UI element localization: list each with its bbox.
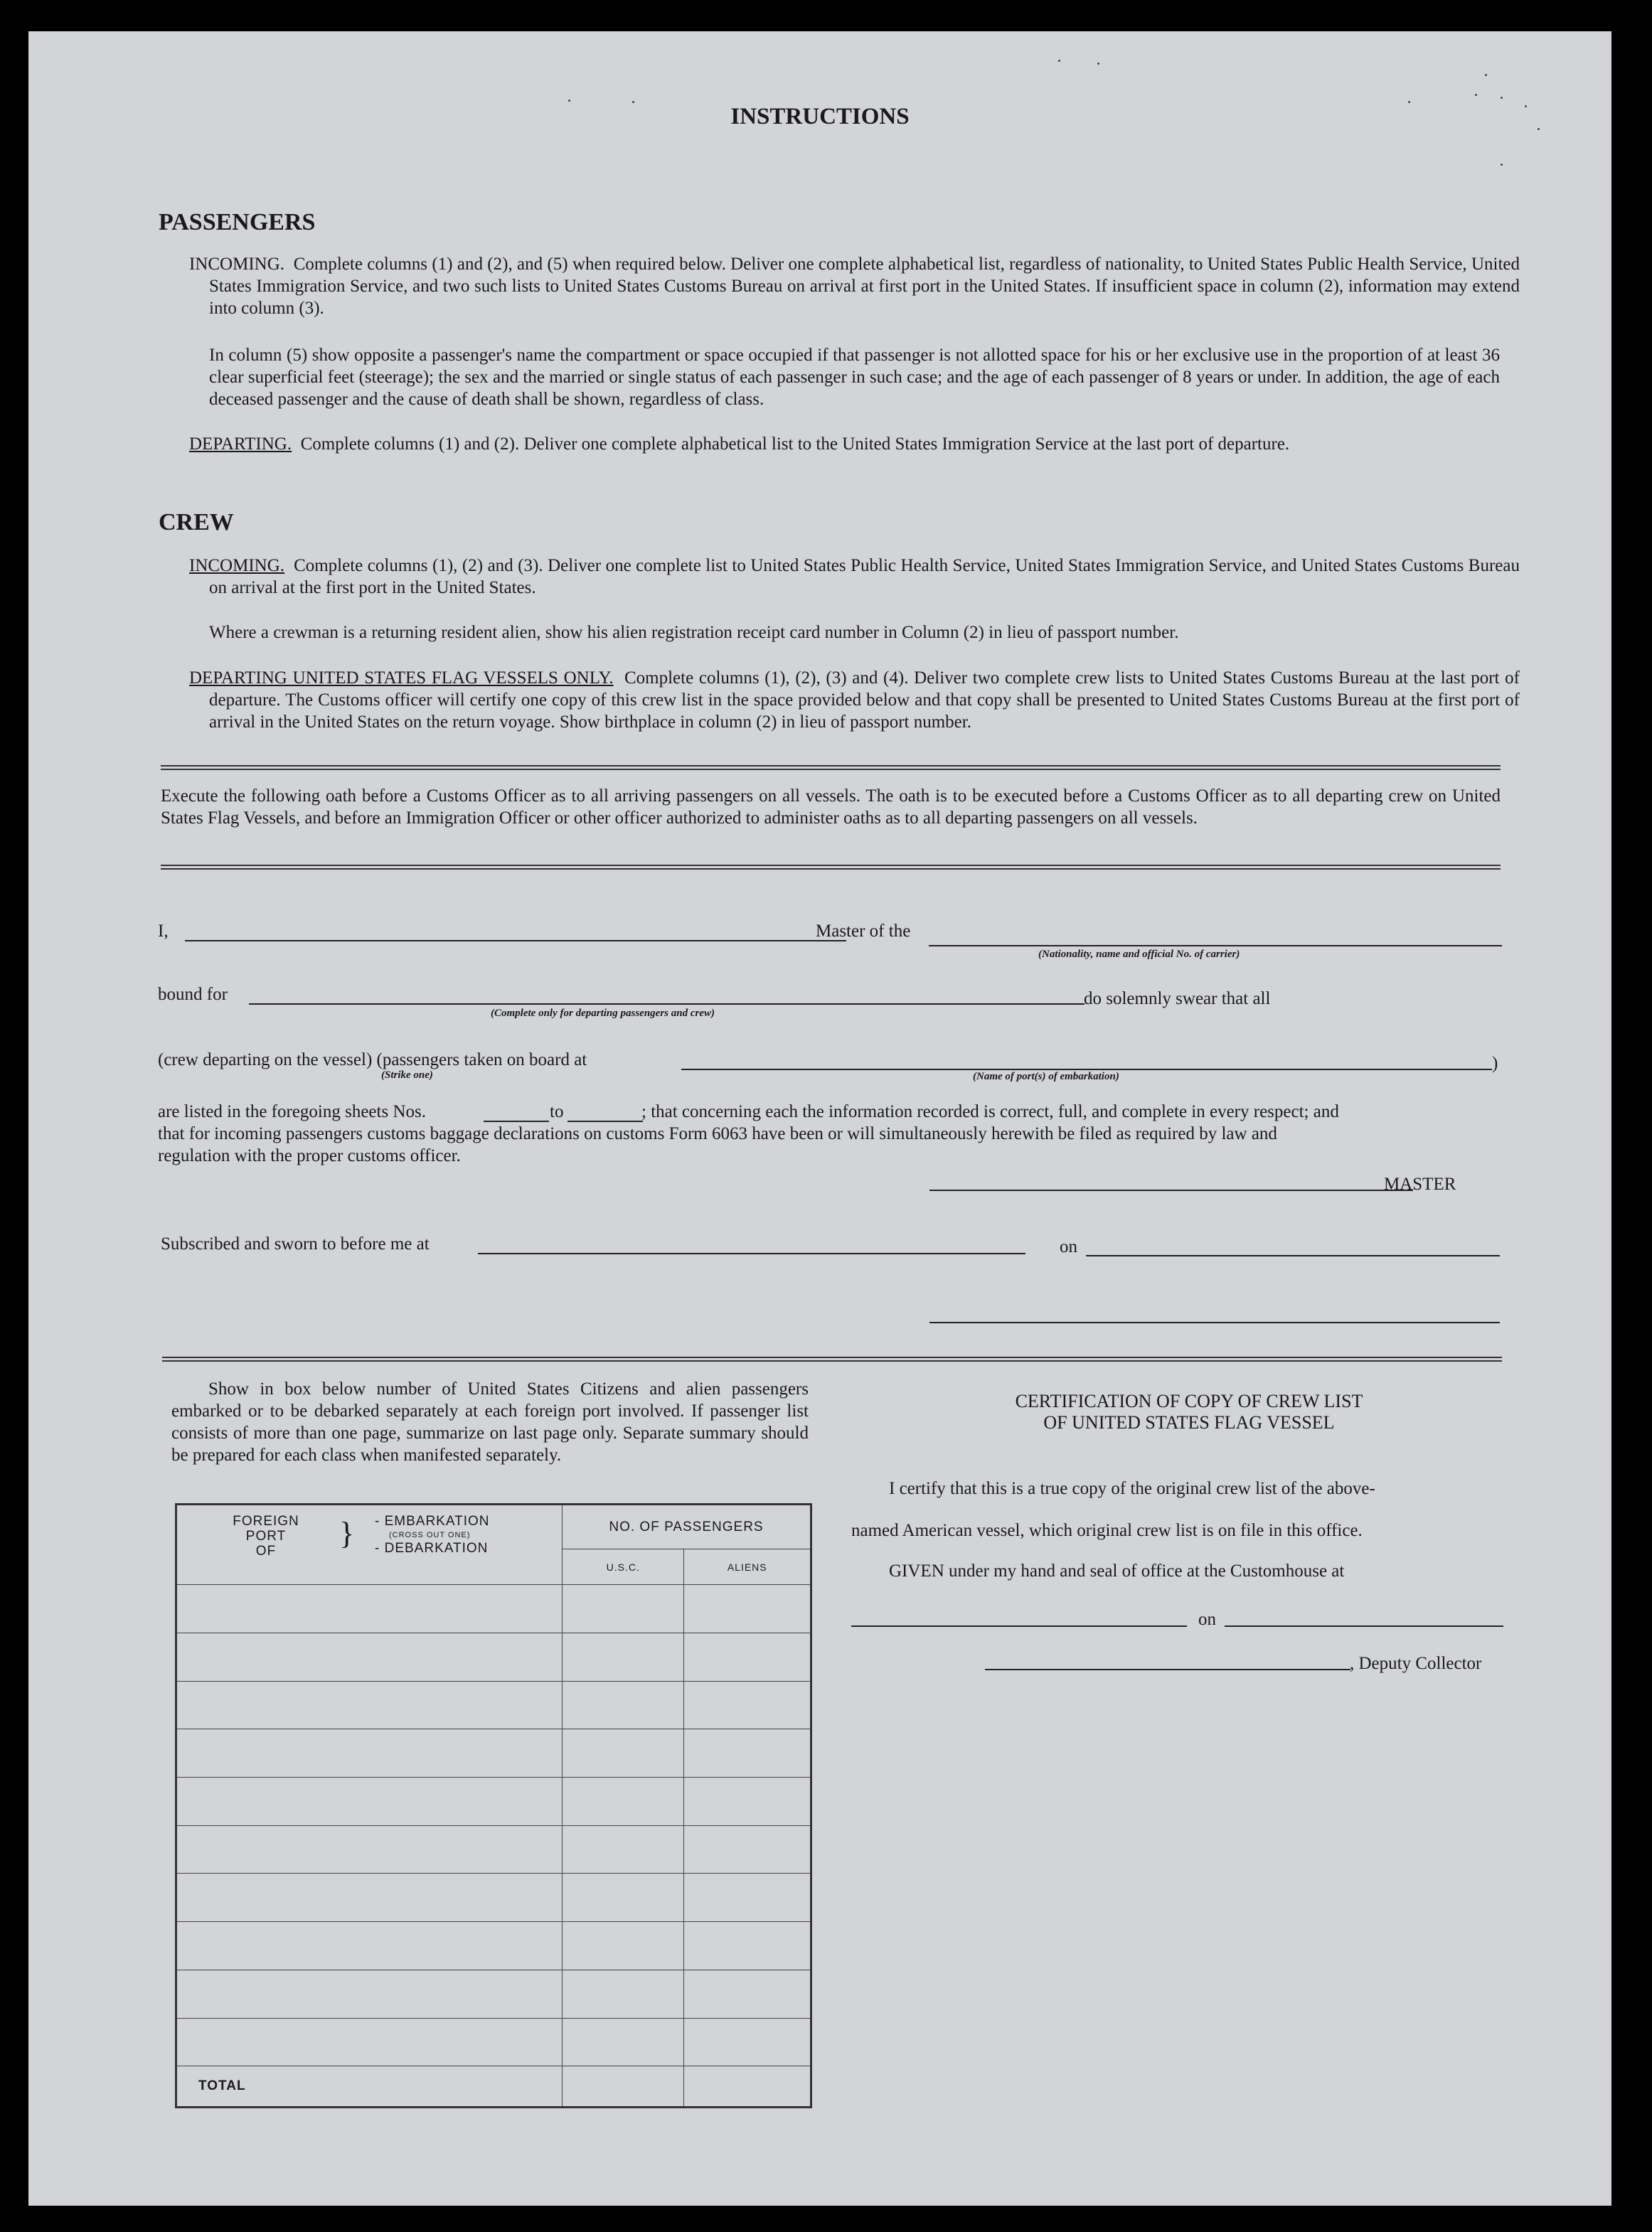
- certification-title-line1: CERTIFICATION OF COPY OF CREW LIST: [1015, 1391, 1363, 1411]
- certify-on-label: on: [1198, 1610, 1216, 1629]
- speck: [1538, 128, 1540, 130]
- subscribed-label: Subscribed and sworn to before me at: [161, 1234, 430, 1254]
- port-cell[interactable]: [176, 1970, 563, 2018]
- page-title: INSTRUCTIONS: [730, 104, 910, 129]
- bound-for-field[interactable]: [249, 1003, 1085, 1005]
- speck: [1475, 94, 1477, 96]
- table-row: [176, 1729, 811, 1778]
- bound-for-label: bound for: [158, 985, 228, 1004]
- aliens-cell[interactable]: [684, 1585, 811, 1633]
- table-row: [176, 1922, 811, 1970]
- certification-title-line2: OF UNITED STATES FLAG VESSEL: [1043, 1412, 1335, 1433]
- foreign-label: FOREIGN: [233, 1514, 299, 1529]
- aliens-cell[interactable]: [684, 1729, 811, 1778]
- certify-date-field[interactable]: [1225, 1625, 1503, 1627]
- subscribed-on-label: on: [1060, 1237, 1077, 1256]
- crew-departing-label: DEPARTING UNITED STATES FLAG VESSELS ONLY.: [189, 668, 614, 688]
- port-cell[interactable]: [176, 2018, 563, 2066]
- total-row: [176, 2066, 811, 2108]
- section-divider: [161, 765, 1501, 770]
- subscribed-date-field[interactable]: [1086, 1255, 1500, 1256]
- listed-text-start: are listed in the foregoing sheets Nos.: [158, 1102, 426, 1121]
- oath-divider: [161, 865, 1501, 870]
- usc-cell[interactable]: [562, 1970, 684, 2018]
- aliens-cell[interactable]: [684, 1633, 811, 1681]
- form-page: [28, 31, 1611, 2206]
- no-of-passengers-header: NO. OF PASSENGERS: [562, 1505, 811, 1549]
- speck: [1485, 74, 1487, 76]
- speck: [1501, 164, 1503, 166]
- listed-to-label: to: [550, 1102, 564, 1121]
- passengers-column5-paragraph: In column (5) show opposite a passenger's name the compartment or space occupied if that passenger is not allotted space for his or her exclusive use in the proportion of at least 36 clear superficial feet (steerage); the sex and the married or single status of each passenger in such case; and the age of each passenger of 8 years or under. In addition, the age of each deceased passenger and the cause of death shall be shown, regardless of class.: [209, 346, 1500, 409]
- table-row: [176, 1825, 811, 1874]
- speck: [1058, 60, 1060, 62]
- debarkation-label: - DEBARKATION: [375, 1541, 489, 1556]
- ports-caption: (Name of port(s) of embarkation): [973, 1071, 1119, 1082]
- bound-for-caption: (Complete only for departing passengers and crew): [491, 1008, 715, 1019]
- speck: [1525, 105, 1527, 107]
- usc-total-cell[interactable]: [562, 2066, 684, 2108]
- table-row: [176, 1681, 811, 1729]
- sheet-from-field[interactable]: [484, 1121, 549, 1122]
- port-cell[interactable]: [176, 1922, 563, 1970]
- usc-cell[interactable]: [562, 1825, 684, 1874]
- passengers-incoming-text: Complete columns (1) and (2), and (5) when required below. Deliver one complete alphabetical list, regardless of nationality, to United States Public Health Service, United States Immigration Service, and two such lists to United States Customs Bureau on arrival at first port in the United States. If insufficient space in column (2), information may extend into column (3).: [209, 255, 1520, 318]
- deputy-signature-field[interactable]: [985, 1669, 1350, 1670]
- usc-header: U.S.C.: [562, 1549, 684, 1585]
- table-row: [176, 1585, 811, 1633]
- port-cell[interactable]: [176, 1874, 563, 1922]
- usc-cell[interactable]: [562, 1778, 684, 1826]
- certify-line2: named American vessel, which original crew list is on file in this office.: [851, 1521, 1363, 1540]
- table-row: [176, 2018, 811, 2066]
- port-cell[interactable]: [176, 1778, 563, 1826]
- passengers-heading: PASSENGERS: [159, 209, 316, 235]
- usc-cell[interactable]: [562, 1633, 684, 1681]
- passenger-summary-table: [175, 1503, 812, 2108]
- usc-cell[interactable]: [562, 1922, 684, 1970]
- port-cell[interactable]: [176, 1585, 563, 1633]
- carrier-field[interactable]: [929, 945, 1502, 946]
- aliens-cell[interactable]: [684, 1874, 811, 1922]
- table-row: [176, 1778, 811, 1826]
- aliens-cell[interactable]: [684, 1778, 811, 1826]
- usc-cell[interactable]: [562, 1585, 684, 1633]
- usc-cell[interactable]: [562, 1729, 684, 1778]
- table-row: [176, 1633, 811, 1681]
- crew-departing-text: Complete columns (1), (2), (3) and (4). Deliver two complete crew lists to United States Customs Bureau at the last port of departure. The Customs officer will certify one copy of this crew list in the space provided below and that copy shall be presented to United States Customs Bureau at the first port of arrival in the United States on the return voyage. Show birthplace in column (2) in lieu of passport number.: [209, 668, 1520, 732]
- listed-text-line3: regulation with the proper customs officer.: [158, 1146, 461, 1165]
- foreign-port-header: [176, 1505, 563, 1585]
- deputy-collector-label: , Deputy Collector: [1350, 1654, 1482, 1673]
- cross-out-one-label: (CROSS OUT ONE): [389, 1531, 471, 1539]
- aliens-cell[interactable]: [684, 1970, 811, 2018]
- master-signature-label: MASTER: [1384, 1175, 1456, 1194]
- crew-incoming-label: INCOMING.: [189, 556, 285, 575]
- port-cell[interactable]: [176, 1825, 563, 1874]
- usc-cell[interactable]: [562, 1681, 684, 1729]
- usc-cell[interactable]: [562, 1874, 684, 1922]
- certify-line3: GIVEN under my hand and seal of office at the Customhouse at: [889, 1561, 1345, 1581]
- embarkation-label: - EMBARKATION: [375, 1514, 490, 1529]
- aliens-cell[interactable]: [684, 1922, 811, 1970]
- aliens-header: ALIENS: [684, 1549, 811, 1585]
- listed-text-line2: that for incoming passengers customs baggage declarations on customs Form 6063 have been or will simultaneously herewith be filed as required by law and: [158, 1124, 1277, 1143]
- passengers-departing-text: Complete columns (1) and (2). Deliver one complete alphabetical list to the United States Immigration Service at the last port of departure.: [300, 434, 1290, 454]
- aliens-total-cell[interactable]: [684, 2066, 811, 2108]
- crew-resident-paragraph: Where a crewman is a returning resident alien, show his alien registration receipt card number in Column (2) in lieu of passport number.: [209, 623, 1179, 642]
- port-cell[interactable]: [176, 1633, 563, 1681]
- passengers-departing-label: DEPARTING.: [189, 434, 292, 454]
- officer-signature-field[interactable]: [929, 1322, 1500, 1323]
- aliens-cell[interactable]: [684, 2018, 811, 2066]
- speck: [1097, 63, 1099, 65]
- crew-incoming-paragraph: [189, 555, 1520, 599]
- sheet-to-field[interactable]: [567, 1121, 643, 1122]
- certification-title: [869, 1391, 1509, 1433]
- crew-passengers-label: (crew departing on the vessel) (passengers taken on board at: [158, 1050, 587, 1069]
- speck: [1501, 97, 1503, 99]
- master-name-field[interactable]: [185, 940, 846, 941]
- master-signature-field[interactable]: [929, 1190, 1413, 1191]
- certify-line1: I certify that this is a true copy of the original crew list of the above-: [889, 1479, 1375, 1498]
- customhouse-field[interactable]: [851, 1625, 1187, 1627]
- port-label: PORT: [245, 1529, 287, 1544]
- port-cell[interactable]: [176, 1681, 563, 1729]
- lower-divider: [162, 1357, 1502, 1362]
- of-label: OF: [255, 1544, 277, 1559]
- oath-i-label: I,: [158, 922, 169, 941]
- passengers-departing-paragraph: [189, 433, 1520, 455]
- strike-one-caption: (Strike one): [381, 1069, 433, 1081]
- speck: [568, 100, 570, 102]
- speck: [632, 101, 634, 103]
- table-row: [176, 1970, 811, 2018]
- crew-heading: CREW: [159, 509, 234, 535]
- passengers-incoming-paragraph: [189, 253, 1520, 319]
- table-row: [176, 1874, 811, 1922]
- summary-instruction-paragraph: Show in box below number of United States Citizens and alien passengers embarked or to be debarked separately at each foreign port involved. If passenger list consists of more than one page, summarize on last page only. Separate summary should be prepared for each class when manifested separately.: [171, 1379, 809, 1465]
- crew-departing-paragraph: [189, 667, 1520, 733]
- master-of-the-label: Master of the: [816, 922, 911, 941]
- nationality-caption: (Nationality, name and official No. of carrier): [1038, 949, 1240, 960]
- total-label: TOTAL: [176, 2066, 563, 2108]
- close-paren: ): [1492, 1054, 1498, 1073]
- usc-cell[interactable]: [562, 2018, 684, 2066]
- aliens-cell[interactable]: [684, 1825, 811, 1874]
- summary-header-row: [176, 1505, 811, 1549]
- oath-instruction-paragraph: Execute the following oath before a Customs Officer as to all arriving passengers on all vessels. The oath is to be executed before a Customs Officer as to all departing crew on United States Flag Vessels, and before an Immigration Officer or other officer authorized to administer oaths as to all departing passengers on all vessels.: [161, 786, 1501, 828]
- swear-label: do solemnly swear that all: [1084, 989, 1271, 1008]
- crew-incoming-text: Complete columns (1), (2) and (3). Deliver one complete list to United States Public Health Service, United States Immigration Service, and United States Customs Bureau on arrival at the first port in the United States.: [209, 556, 1520, 597]
- subscribed-at-field[interactable]: [478, 1253, 1025, 1254]
- aliens-cell[interactable]: [684, 1681, 811, 1729]
- embarkation-ports-field[interactable]: [681, 1069, 1492, 1070]
- brace-icon: }: [339, 1516, 355, 1551]
- passengers-incoming-label: INCOMING.: [189, 255, 285, 274]
- port-cell[interactable]: [176, 1729, 563, 1778]
- listed-text-cont: ; that concerning each the information recorded is correct, full, and complete in every respect; and: [641, 1102, 1339, 1121]
- speck: [1408, 101, 1410, 103]
